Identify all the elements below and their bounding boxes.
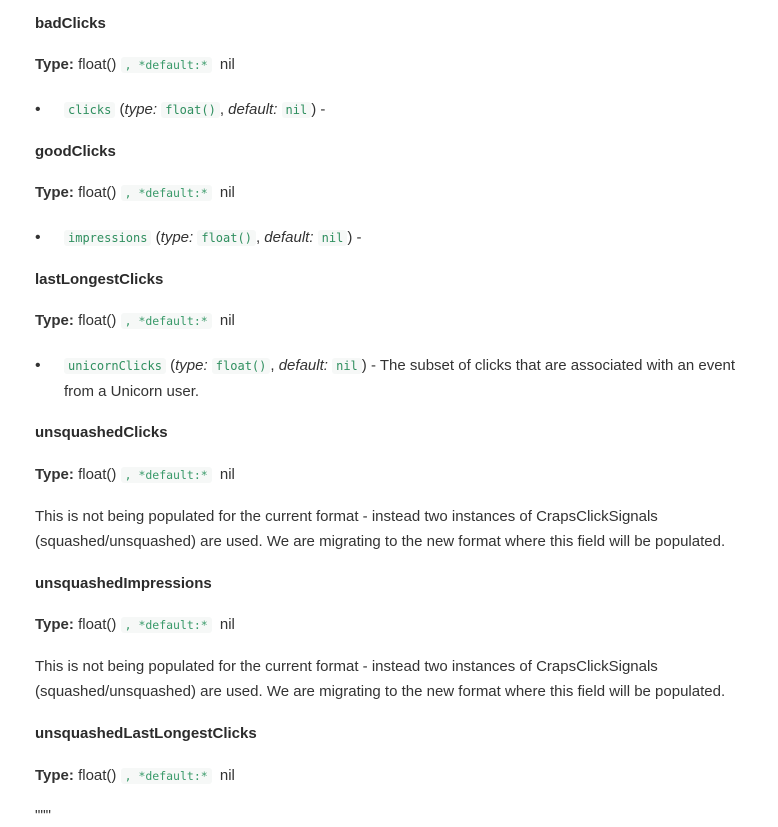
param-default-word: default: [228,101,278,118]
default-value: nil [219,616,235,633]
type-label: Type: [35,616,74,633]
type-value: float() [78,184,117,201]
param-default-word: default: [264,229,314,246]
list-item: • clicks (type: float() , default: nil ) - [35,97,738,123]
param-type-word: type: [124,101,158,118]
field-description: This is not being populated for the current format - instead two instances of CrapsClickSignals (squashed/unsquashed) are used. We are migrating to the new format where this field will be populated. [35,658,726,700]
param-code: impressions [64,230,151,246]
type-label: Type: [35,312,74,329]
type-value: float() [78,312,117,329]
field-description: This is not being populated for the current format - instead two instances of CrapsClickSignals (squashed/unsquashed) are used. We are migrating to the new format where this field will be populated. [35,508,726,550]
type-line [35,465,738,485]
type-value: float() [78,466,117,483]
param-desc: - [356,229,362,246]
param-type-code: float() [161,102,220,118]
default-code: , *default:* [121,185,212,201]
param-default-code: nil [318,230,348,246]
list-item: • unicornClicks (type: float() , default: nil ) - The subset of clicks that are associated with an event from a Unicorn user. [35,353,738,404]
type-value: float() [78,616,117,633]
param-desc: - [320,101,326,118]
default-value: nil [219,312,235,329]
param-code: clicks [64,102,115,118]
param-list [35,97,738,123]
field-name: unsquashedImpressions [35,575,212,592]
type-value: float() [78,767,117,784]
param-list [35,353,738,404]
default-value: nil [219,56,235,73]
type-label: Type: [35,56,74,73]
list-item: • impressions (type: float() , default: nil ) - [35,225,738,251]
type-value: float() [78,56,117,73]
type-label: Type: [35,767,74,784]
param-type-word: type: [160,229,194,246]
field-name: badClicks [35,15,106,32]
field-name: goodClicks [35,143,116,160]
param-default-code: nil [332,358,362,374]
param-type-code: float() [212,358,271,374]
field-name: unsquashedLastLongestClicks [35,725,257,742]
type-line [35,311,738,331]
type-line [35,183,738,203]
type-label: Type: [35,184,74,201]
param-default-word: default: [278,357,328,374]
param-default-code: nil [282,102,312,118]
default-code: , *default:* [121,57,212,73]
type-line [35,766,738,786]
type-label: Type: [35,466,74,483]
param-type-word: type: [175,357,208,374]
default-code: , *default:* [121,313,212,329]
default-code: , *default:* [121,617,212,633]
param-code: unicornClicks [64,358,166,374]
param-list [35,225,738,251]
default-code: , *default:* [121,768,212,784]
field-name: lastLongestClicks [35,271,164,288]
param-type-code: float() [197,230,256,246]
trailing-quotes: """ [35,807,51,824]
bullet-icon: • [35,101,41,118]
default-value: nil [219,466,235,483]
default-value: nil [219,767,235,784]
type-line [35,55,738,75]
type-line [35,615,738,635]
bullet-icon: • [35,357,41,374]
default-value: nil [219,184,235,201]
bullet-icon: • [35,229,41,246]
param-desc: - The subset of clicks that are associated with an event from a Unicorn user. [64,357,736,400]
field-name: unsquashedClicks [35,424,168,441]
default-code: , *default:* [121,467,212,483]
